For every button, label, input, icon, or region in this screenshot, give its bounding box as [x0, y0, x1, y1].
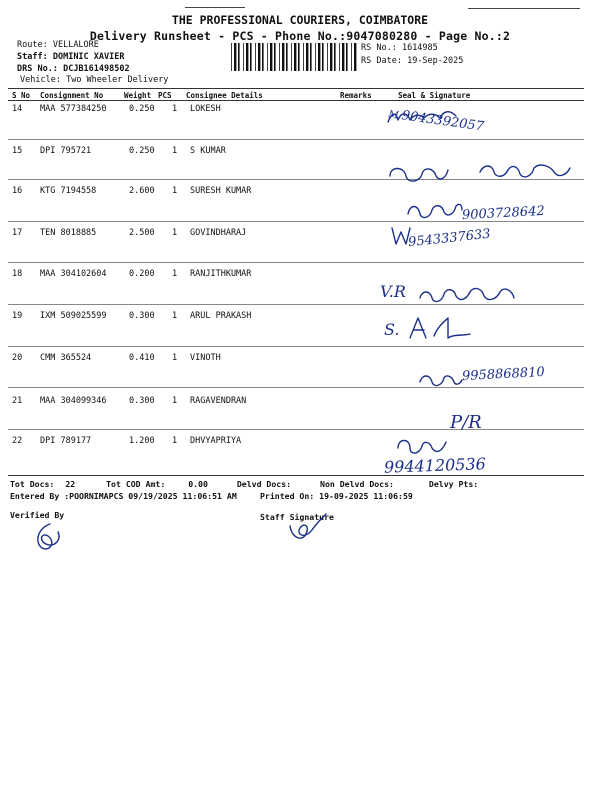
barcode-bar [258, 43, 260, 71]
scan-speck [468, 8, 580, 9]
route-line [17, 40, 99, 50]
barcode-bar [339, 43, 340, 71]
entered-by: Entered By :POORNIMAPCS 09/19/2025 11:06:51 AM [10, 491, 237, 501]
row-consignee: S KUMAR [190, 146, 226, 156]
barcode-bar [282, 43, 284, 71]
row-consignment: DPI 789177 [40, 436, 92, 446]
row-sno: 22 [12, 436, 23, 446]
row-sno: 17 [12, 228, 23, 238]
row-sno: 15 [12, 146, 23, 156]
rs-no-label: RS No.: [361, 43, 397, 53]
barcode-bar [262, 43, 264, 71]
row-weight: 1.200 [129, 436, 155, 446]
table-header-rule [8, 100, 584, 101]
verified-by-label: Verified By [10, 510, 65, 520]
handwritten-note: 9543337633 [407, 226, 492, 251]
row-consignment: MAA 304102604 [40, 269, 107, 279]
rs-no-line [361, 43, 438, 53]
row-consignment: DPI 795721 [40, 146, 92, 156]
table-bottom-rule [8, 475, 584, 476]
barcode-bar [303, 43, 304, 71]
row-consignee: VINOTH [190, 353, 221, 363]
barcode-bar [270, 43, 272, 71]
col-header-remarks: Remarks [340, 91, 372, 100]
row-pcs: 1 [172, 146, 178, 156]
handwritten-note: P/R [450, 412, 482, 433]
row-pcs: 1 [172, 311, 178, 321]
handwritten-note: 9958868810 [461, 364, 546, 385]
barcode-bar [243, 43, 244, 71]
row-pcs: 1 [172, 269, 178, 279]
vehicle-line [20, 75, 168, 85]
row-consignment: KTG 7194558 [40, 186, 97, 196]
handwritten-note: M 9043392057 [387, 108, 485, 135]
barcode-bar [231, 43, 232, 71]
row-consignee: GOVINDHARAJ [190, 228, 247, 238]
row-consignment: CMM 365524 [40, 353, 92, 363]
handwritten-note: S. [384, 320, 400, 339]
tot-docs-label: Tot Docs: [10, 479, 55, 489]
row-sno: 18 [12, 269, 23, 279]
printed-on: Printed On: 19-09-2025 11:06:59 [260, 491, 413, 501]
row-rule [8, 139, 584, 140]
row-consignee: ARUL PRAKASH [190, 311, 252, 321]
handwritten-signature-icon [414, 280, 524, 310]
barcode-bar [306, 43, 308, 71]
row-weight: 0.200 [129, 269, 155, 279]
handwritten-signature-icon [384, 104, 464, 128]
barcode-bar [342, 43, 344, 71]
delvy-pts-label: Delvy Pts: [428, 479, 479, 489]
verifier-signature-icon [28, 520, 68, 554]
handwritten-note: V.R [380, 282, 406, 301]
row-pcs: 1 [172, 396, 178, 406]
barcode-bar [327, 43, 328, 71]
handwritten-signature-icon [404, 312, 474, 342]
barcode-bar [286, 43, 288, 71]
row-consignment: IXM 509025599 [40, 311, 107, 321]
scan-speck [185, 7, 245, 8]
route-label: Route: [17, 40, 48, 50]
row-consignee: DHVYAPRIYA [190, 436, 242, 446]
row-pcs: 1 [172, 353, 178, 363]
tot-cod-value: 0.00 [188, 479, 208, 489]
non-delvd-docs-label: Non Delvd Docs: [320, 479, 394, 489]
delvd-docs-label: Delvd Docs: [236, 479, 292, 489]
drs-value: DCJB161498502 [63, 64, 130, 74]
row-consignee: LOKESH [190, 104, 221, 114]
company-title: THE PROFESSIONAL COURIERS, COIMBATORE [171, 13, 429, 27]
barcode-bar [310, 43, 312, 71]
barcode-bar [267, 43, 268, 71]
rs-date-line [361, 56, 463, 66]
barcode-image [230, 43, 358, 71]
row-weight: 0.300 [129, 311, 155, 321]
row-sno: 19 [12, 311, 23, 321]
row-consignee: RAGAVENDRAN [190, 396, 247, 406]
table-top-rule [8, 88, 584, 89]
vehicle-label: Vehicle: [20, 75, 61, 85]
row-rule [8, 346, 584, 347]
row-consignment: MAA 304099346 [40, 396, 107, 406]
rs-date-value: 19-Sep-2025 [407, 56, 464, 66]
row-rule [8, 387, 584, 388]
row-sno: 20 [12, 353, 23, 363]
row-weight: 0.250 [129, 146, 155, 156]
barcode-bar [351, 43, 352, 71]
handwritten-signature-icon [416, 368, 464, 390]
drs-line [17, 64, 130, 74]
vehicle-value: Two Wheeler Delivery [66, 75, 169, 85]
barcode-bar [354, 43, 356, 71]
row-consignee: RANJITHKUMAR [190, 269, 252, 279]
staff-signature-icon [284, 512, 330, 548]
barcode-bar [346, 43, 348, 71]
row-pcs: 1 [172, 436, 178, 446]
rs-date-label: RS Date: [361, 56, 402, 66]
drs-label: DRS No.: [17, 64, 58, 74]
barcode-bar [315, 43, 316, 71]
totals-line [10, 479, 478, 489]
barcode-bar [330, 43, 332, 71]
col-header-weight: Weight [124, 91, 152, 100]
staff-signature-label: Staff Signature [260, 512, 334, 522]
row-consignment: TEN 8018885 [40, 228, 97, 238]
barcode-bar [294, 43, 296, 71]
row-consignee: SURESH KUMAR [190, 186, 252, 196]
row-pcs: 1 [172, 186, 178, 196]
row-pcs: 1 [172, 228, 178, 238]
row-sno: 16 [12, 186, 23, 196]
barcode-bar [279, 43, 280, 71]
row-sno: 21 [12, 396, 23, 406]
handwritten-signature-icon [388, 222, 414, 248]
tot-docs-value: 22 [65, 479, 76, 489]
col-header-pcs: PCS [158, 91, 172, 100]
row-pcs: 1 [172, 104, 178, 114]
barcode-bar [291, 43, 292, 71]
row-weight: 0.300 [129, 396, 155, 406]
barcode-bar [274, 43, 276, 71]
col-header-seal: Seal & Signature [398, 91, 471, 100]
barcode-bar [234, 43, 236, 71]
barcode-bar [250, 43, 252, 71]
row-consignment: MAA 577384250 [40, 104, 107, 114]
row-rule [8, 429, 584, 430]
barcode-bar [318, 43, 320, 71]
row-rule [8, 262, 584, 263]
runsheet-subtitle: Delivery Runsheet - PCS - Phone No.:9047080280 - Page No.:2 [89, 29, 511, 43]
row-weight: 2.600 [129, 186, 155, 196]
tot-cod-label: Tot COD Amt: [106, 479, 166, 489]
row-sno: 14 [12, 104, 23, 114]
staff-label: Staff: [17, 52, 48, 62]
row-weight: 0.410 [129, 353, 155, 363]
route-value: VELLALORE [52, 40, 99, 50]
row-weight: 2.500 [129, 228, 155, 238]
staff-line [17, 52, 125, 62]
handwritten-signature-icon [404, 196, 466, 224]
barcode-bar [334, 43, 336, 71]
rs-no-value: 1614985 [401, 43, 438, 53]
barcode-bar [246, 43, 248, 71]
barcode-bar [255, 43, 256, 71]
handwritten-note: 9003728642 [461, 203, 546, 224]
staff-value: DOMINIC XAVIER [52, 52, 125, 62]
barcode-bar [298, 43, 300, 71]
col-header-consignee: Consignee Details [186, 91, 263, 100]
col-header-sno: S No [12, 91, 31, 100]
row-weight: 0.250 [129, 104, 155, 114]
col-header-consignment: Consignment No [40, 91, 104, 100]
barcode-bar [322, 43, 324, 71]
handwritten-signature-icon [384, 156, 584, 190]
barcode-bar [238, 43, 240, 71]
handwritten-note: 9944120536 [383, 454, 487, 477]
